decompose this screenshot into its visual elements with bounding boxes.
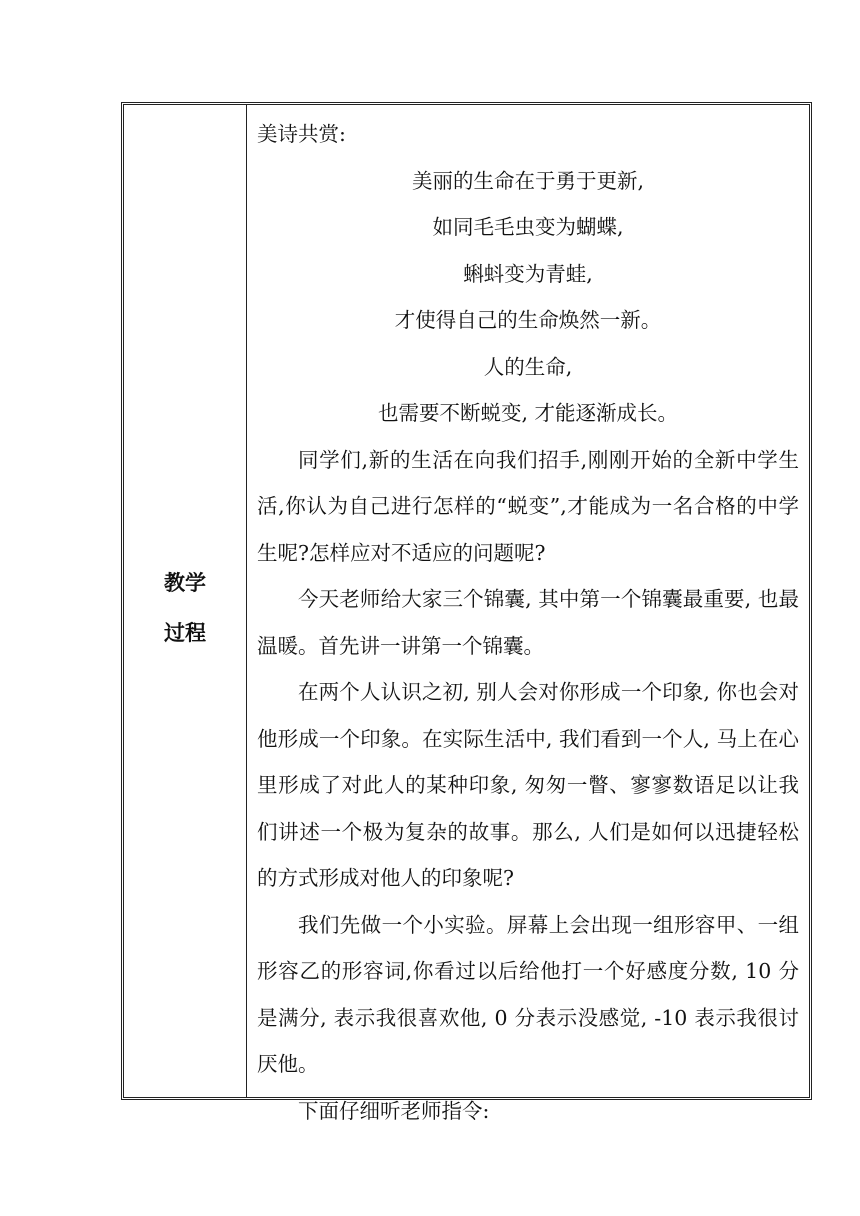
paragraph: 下面仔细听老师指令:	[298, 1098, 490, 1123]
paragraph: 今天老师给大家三个锦囊, 其中第一个锦囊最重要, 也最温暖。首先讲一讲第一个锦囊。	[257, 587, 799, 658]
paragraph: 在两个人认识之初, 别人会对你形成一个印象, 你也会对他形成一个印象。在实际生活中, 我们看到一个人, 马上在心里形成了对此人的某种印象, 匆匆一瞥、寥寥数语足以让我们讲述一个极为复杂的故事。那么, 人们是如何以迅捷轻松的方式形成对他人的印象呢?	[257, 680, 799, 890]
poem-line: 蝌蚪变为青蛙,	[463, 261, 593, 286]
poem-heading: 美诗共赏:	[257, 122, 346, 146]
poem-line: 才使得自己的生命焕然一新。	[394, 308, 662, 332]
section-label-line-2: 过程	[164, 621, 206, 645]
section-label-cell	[124, 105, 247, 1097]
content-cell	[247, 105, 809, 1123]
lesson-table	[121, 102, 812, 1123]
section-label-line-1: 教学	[164, 571, 206, 595]
poem-line: 如同毛毛虫变为蝴蝶,	[432, 215, 624, 239]
poem-line: 人的生命,	[483, 354, 573, 379]
poem-line: 美丽的生命在于勇于更新,	[411, 168, 645, 193]
paragraph: 同学们,新的生活在向我们招手,刚刚开始的全新中学生活,你认为自己进行怎样的“蜕变”,才能成为一名合格的中学生呢?怎样应对不适应的问题呢?	[257, 447, 799, 565]
poem-line: 也需要不断蜕变, 才能逐渐成长。	[377, 401, 679, 425]
paragraph: 我们先做一个小实验。屏幕上会出现一组形容甲、一组形容乙的形容词,你看过以后给他打一个好感度分数, 10 分是满分, 表示我很喜欢他, 0 分表示没感觉, -10 表示我很讨厌他。	[257, 912, 799, 1076]
section-label	[124, 558, 246, 658]
